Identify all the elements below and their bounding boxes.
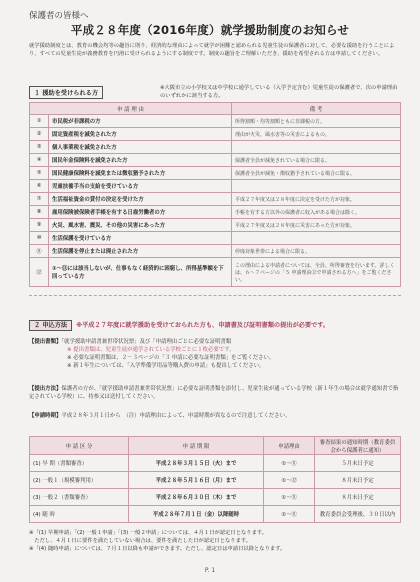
row-reason: 火災、風水害、震災、その他の災害にあった方 bbox=[49, 219, 232, 232]
schedule-deadline: 平成２８年３月１５日（火）まで bbox=[129, 455, 264, 472]
row-remark: 所得割額・均等割額ともに非課税の方。 bbox=[232, 115, 401, 128]
schedule-notice: ８月末日予定 bbox=[315, 489, 401, 506]
row-number: ⑦ bbox=[30, 193, 49, 206]
row-number: ⑤ bbox=[30, 167, 49, 180]
schedule-category: (3) 一般２（書類審査） bbox=[30, 489, 129, 506]
row-reason: 市民税が非課税の方 bbox=[49, 115, 232, 128]
row-number: ⑫ bbox=[30, 258, 49, 287]
section2-headline: ※平成２７年度に就学援助を受けておられた方も、申請書及び証明書類の提出が必要です。 bbox=[76, 322, 330, 329]
row-remark: 理由が火災、風水害等の災害によるもの。 bbox=[232, 128, 401, 141]
row-remark: この理由による申請者については、全員、所得審査を行います。詳しくは、６～７ページの「５ 申請理由⑫で申請される方へ」をご覧ください。 bbox=[232, 258, 401, 287]
schedule-header-row bbox=[30, 437, 401, 455]
schedule-notice: 教育委員会受理後、３０日以内 bbox=[315, 506, 401, 523]
row-number: ② bbox=[30, 128, 49, 141]
row-reason: 生活福祉資金の貸付の決定を受けた方 bbox=[49, 193, 232, 206]
table-row bbox=[30, 489, 401, 506]
section2-heading: ２ 申込方法 bbox=[29, 320, 72, 331]
row-number: ⑩ bbox=[30, 232, 49, 245]
row-reason: 雇用保険被保険者手帳を有する日雇労働者の方 bbox=[49, 206, 232, 219]
submit-heading: 【提出書類】 bbox=[29, 339, 62, 345]
greeting: 保護者の皆様へ bbox=[29, 11, 89, 21]
row-remark bbox=[232, 180, 401, 193]
row-remark: 停廃対象世帯による場合に限る。 bbox=[232, 245, 401, 258]
row-number: ⑪ bbox=[30, 245, 49, 258]
intro-paragraph: 就学援助制度とは、教育の機会均等の趣旨に則り、経済的な理由によって就学が困難と認められる児童生徒の保護者に対して、必要な援助を行うことにより、すべての児童生徒が義務教育を円滑に受けられるようにする制度です。制度の趣旨をご理解いただき、援助を希望される方は申請してください。 bbox=[29, 43, 395, 57]
row-number: ③ bbox=[30, 141, 49, 154]
table-row bbox=[30, 193, 401, 206]
table-row bbox=[30, 455, 401, 472]
row-reason: 生活保護を受けている方 bbox=[49, 232, 232, 245]
schedule-reason: ①～⑪ bbox=[264, 489, 315, 506]
row-reason: 固定資産税を減免された方 bbox=[49, 128, 232, 141]
schedule-deadline: 平成２８年７月１日（金）以降随時 bbox=[129, 506, 264, 523]
row-number: ⑨ bbox=[30, 219, 49, 232]
submit-line: ※ 新１年生については、「入学準備学用品等購入費の申請」も提出してください。 bbox=[67, 363, 265, 369]
row-remark: 平成２７年度又は２８年度に決定を受けた方が対象。 bbox=[232, 193, 401, 206]
reasons-header-row bbox=[30, 103, 401, 115]
row-remark bbox=[232, 141, 401, 154]
table-row bbox=[30, 245, 401, 258]
table-row bbox=[30, 115, 401, 128]
table-row bbox=[30, 206, 401, 219]
table-row bbox=[30, 154, 401, 167]
reasons-table bbox=[29, 102, 401, 287]
row-reason: 国民年金保険料を減免された方 bbox=[49, 154, 232, 167]
reasons-col-remark: 備 考 bbox=[232, 103, 401, 115]
schedule-col-deadline: 申 請 期 限 bbox=[129, 437, 264, 455]
row-remark: 手帳を有する方以外の保護者に収入がある場合は除く。 bbox=[232, 206, 401, 219]
reasons-col-reason: 申 請 理 由 bbox=[30, 103, 232, 115]
row-reason: 個人事業税を減免された方 bbox=[49, 141, 232, 154]
schedule-category: (2) 一般１（規模審判用） bbox=[30, 472, 129, 489]
page-number: P. 1 bbox=[204, 567, 216, 574]
schedule-col-notice: 審査結果の通知時期（教育委員会から保護者に通知） bbox=[315, 437, 401, 455]
section1-heading: １ 援助を受けられる方 bbox=[29, 86, 103, 99]
row-reason: 児童扶養手当の支給を受けている方 bbox=[49, 180, 232, 193]
row-reason: 生活保護を停止または廃止された方 bbox=[49, 245, 232, 258]
submit-documents-block bbox=[29, 338, 401, 370]
page-title: 平成２８年度（2016年度）就学援助制度のお知らせ bbox=[70, 23, 350, 37]
row-remark: 保護者全員が減免・徴収猶予されている場合に限る。 bbox=[232, 167, 401, 180]
submit-method-block bbox=[29, 385, 401, 401]
table-row bbox=[30, 472, 401, 489]
submit-line: 「就学援助申請書兼世帯状況票」及び「申請理由ごとに必要な証明書類 bbox=[61, 339, 232, 345]
table-row bbox=[30, 219, 401, 232]
schedule-deadline: 平成２８年５月１６日（月）まで bbox=[129, 472, 264, 489]
section1-note: ※大阪市立の小学校又は中学校に通学している（入学予定含む）児童生徒の保護者で、次の申請理由のいずれかに該当する方。 bbox=[160, 85, 398, 99]
schedule-col-reason: 申請理由 bbox=[264, 437, 315, 455]
table-row bbox=[30, 128, 401, 141]
table-row bbox=[30, 232, 401, 245]
row-remark: 平成２７年度又は２８年度に災害にあった方が対象。 bbox=[232, 219, 401, 232]
table-row bbox=[30, 180, 401, 193]
period-text: 平成２８年３月１日から （注）申請理由によって、申請時期が異なるので注意してください。 bbox=[61, 413, 291, 419]
row-reason: ①～⑪には該当しないが、仕事もなく経済的に困窮し、所得基準額を下回っている方 bbox=[49, 258, 232, 287]
divider bbox=[29, 295, 401, 296]
schedule-notice: ５月末日予定 bbox=[315, 455, 401, 472]
table-row bbox=[30, 258, 401, 287]
schedule-notice: ８月末日予定 bbox=[315, 472, 401, 489]
row-remark bbox=[232, 232, 401, 245]
table-row bbox=[30, 167, 401, 180]
row-number: ⑥ bbox=[30, 180, 49, 193]
schedule-reason: ①～⑫ bbox=[264, 472, 315, 489]
schedule-category: (4) 随 時 bbox=[30, 506, 129, 523]
submit-line: ※ 必要な証明書類は、２－３ページの「３ 申請に必要な証明書類」をご覧ください。 bbox=[67, 355, 275, 361]
method-heading: 【提出方法】 bbox=[29, 386, 62, 392]
section2-heading-line bbox=[29, 320, 401, 329]
method-text: 保護者の方が、「就学援助申請書兼世帯状況票」に必要な証明書類を添付し、児童生徒が通っている学校（新１年生の場合は就学通知書で指定されている学校）に、持参又は送付してください。 bbox=[29, 386, 399, 400]
row-reason: 国民健康保険料を減免または徴収猶予された方 bbox=[49, 167, 232, 180]
schedule-reason: ①～⑪ bbox=[264, 455, 315, 472]
row-number: ④ bbox=[30, 154, 49, 167]
schedule-col-category: 申 請 区 分 bbox=[30, 437, 129, 455]
schedule-deadline: 平成２８年６月３０日（木）まで bbox=[129, 489, 264, 506]
row-remark: 保護者全員が減免されている場合に限る。 bbox=[232, 154, 401, 167]
table-row bbox=[30, 506, 401, 523]
footnotes bbox=[29, 529, 401, 553]
table-row bbox=[30, 141, 401, 154]
footnote: ※「(1) 早期申請」「(2) 一般１申請」「(3) 一般２申請」については、４月１日が認定日となります。 bbox=[29, 530, 268, 536]
period-block bbox=[29, 412, 401, 420]
period-heading: 【申請時期】 bbox=[29, 413, 62, 419]
schedule-table bbox=[29, 436, 401, 523]
submit-line: ※ 提出書類は、児童生徒が通学されている学校ごとに１枚必要です。 bbox=[67, 347, 235, 353]
row-number: ① bbox=[30, 115, 49, 128]
schedule-reason: ①～⑪ bbox=[264, 506, 315, 523]
footnote: ※「(4) 随時申請」については、７月１日以降も申請ができます。ただし、認定日は申請日以降となります。 bbox=[29, 546, 286, 552]
row-number: ⑧ bbox=[30, 206, 49, 219]
schedule-category: (1) 早 期（書類審査） bbox=[30, 455, 129, 472]
footnote: ただし、４月１日に要件を満たしていない場合は、要件を満たした日が認定日となります。 bbox=[29, 538, 252, 544]
